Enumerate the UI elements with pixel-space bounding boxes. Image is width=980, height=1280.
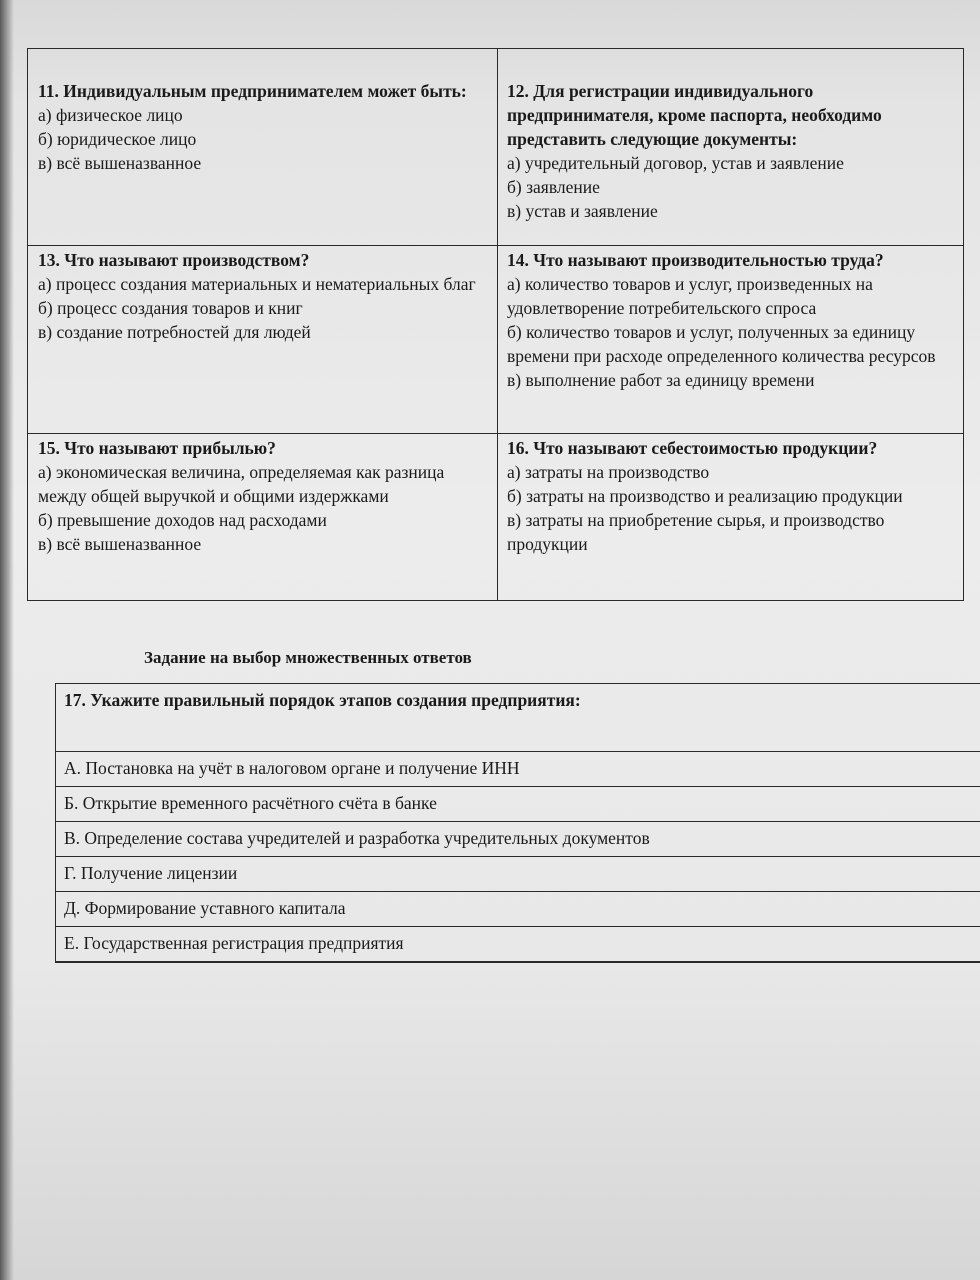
task-item: Г. Получение лицензии xyxy=(56,857,980,892)
questions-table xyxy=(27,48,964,601)
answer-option: а) затраты на производство xyxy=(507,462,710,482)
task-17-title: 17. Укажите правильный порядок этапов создания предприятия: xyxy=(56,684,980,752)
answer-option: б) заявление xyxy=(507,177,600,197)
task-17-table xyxy=(55,683,980,963)
question-cell-13 xyxy=(28,246,498,434)
answer-option: в) всё вышеназванное xyxy=(38,534,202,554)
task-item: В. Определение состава учредителей и разработка учредительных документов xyxy=(56,822,980,857)
page-edge-shadow xyxy=(0,0,14,1280)
answer-option: б) затраты на производство и реализацию продукции xyxy=(507,486,903,506)
question-cell-16 xyxy=(498,434,963,600)
task-item: Е. Государственная регистрация предприятия xyxy=(56,927,980,962)
answer-option: а) процесс создания материальных и нематериальных благ xyxy=(38,274,476,294)
answer-option: в) выполнение работ за единицу времени xyxy=(507,370,815,390)
task-item: Д. Формирование уставного капитала xyxy=(56,892,980,927)
question-cell-15 xyxy=(28,434,498,600)
answer-option: а) физическое лицо xyxy=(38,105,183,125)
section-title: Задание на выбор множественных ответов xyxy=(144,648,472,667)
answer-option: в) создание потребностей для людей xyxy=(38,322,311,342)
answer-option: а) экономическая величина, определяемая как разница между общей выручкой и общими издержками xyxy=(38,462,445,506)
question-cell-12 xyxy=(498,49,963,246)
answer-option: в) всё вышеназванное xyxy=(38,153,202,173)
answer-option: б) превышение доходов над расходами xyxy=(38,510,327,530)
answer-option: б) процесс создания товаров и книг xyxy=(38,298,303,318)
question-cell-11 xyxy=(28,49,498,246)
question-text: 14. Что называют производительностью труда? xyxy=(507,250,884,270)
question-text: 11. Индивидуальным предпринимателем может быть: xyxy=(38,81,467,101)
answer-option: а) учредительный договор, устав и заявление xyxy=(507,153,844,173)
question-text: 12. Для регистрации индивидуального предпринимателя, кроме паспорта, необходимо представить следующие документы: xyxy=(507,81,882,149)
question-cell-14 xyxy=(498,246,963,434)
answer-option: в) затраты на приобретение сырья, и производство продукции xyxy=(507,510,885,554)
answer-option: б) юридическое лицо xyxy=(38,129,197,149)
task-item: Б. Открытие временного расчётного счёта в банке xyxy=(56,787,980,822)
answer-option: в) устав и заявление xyxy=(507,201,658,221)
task-item: А. Постановка на учёт в налоговом органе и получение ИНН xyxy=(56,752,980,787)
question-text: 16. Что называют себестоимостью продукции? xyxy=(507,438,878,458)
answer-option: б) количество товаров и услуг, полученных за единицу времени при расходе определенного количества ресурсов xyxy=(507,322,936,366)
answer-option: а) количество товаров и услуг, произведенных на удовлетворение потребительского спроса xyxy=(507,274,873,318)
question-text: 15. Что называют прибылью? xyxy=(38,438,276,458)
question-text: 13. Что называют производством? xyxy=(38,250,310,270)
